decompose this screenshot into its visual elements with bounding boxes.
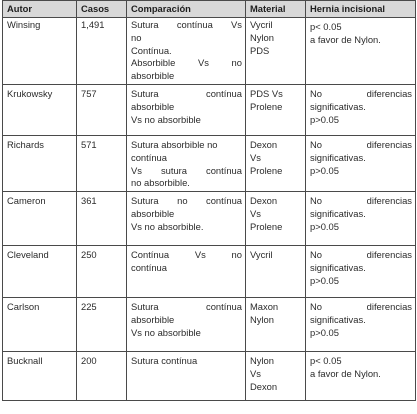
hernia-line: No diferencias bbox=[310, 138, 412, 150]
header-material: Material bbox=[246, 1, 306, 18]
table-row bbox=[3, 18, 416, 85]
comparacion-line: Sutura contínua bbox=[131, 355, 198, 367]
comparacion-line: absorbible bbox=[131, 70, 175, 82]
cell-autor: Richards bbox=[3, 135, 77, 191]
material-line: Dexon bbox=[250, 380, 278, 392]
header-row bbox=[3, 1, 416, 18]
material-line: Dexon bbox=[250, 138, 278, 150]
cell-autor: Carlson bbox=[3, 298, 77, 352]
cell-hernia bbox=[306, 135, 416, 191]
material-line: PDS bbox=[250, 44, 270, 56]
material-line: Maxon bbox=[250, 301, 279, 313]
hernia-line: p>0.05 bbox=[310, 113, 339, 125]
hernia-line: p>0.05 bbox=[310, 326, 339, 338]
header-casos: Casos bbox=[77, 1, 127, 18]
comparacion-line: absorbible bbox=[131, 100, 175, 112]
hernia-line: significativas. bbox=[310, 313, 366, 325]
hernia-line: No diferencias bbox=[310, 195, 412, 207]
comparacion-line: Contínua. bbox=[131, 44, 172, 56]
cell-material bbox=[246, 84, 306, 135]
hernia-line: p< 0.05 bbox=[310, 355, 342, 367]
material-line: Vs bbox=[250, 207, 261, 219]
cell-material bbox=[246, 246, 306, 298]
table-row bbox=[3, 352, 416, 401]
hernia-line: significativas. bbox=[310, 100, 366, 112]
comparacion-line: Contínua Vs no bbox=[131, 249, 242, 261]
cell-casos: 361 bbox=[77, 192, 127, 246]
hernia-line: a favor de Nylon. bbox=[310, 367, 381, 379]
material-line: Vycril bbox=[250, 249, 273, 261]
hernia-line: significativas. bbox=[310, 151, 366, 163]
cell-hernia bbox=[306, 192, 416, 246]
hernia-line: p>0.05 bbox=[310, 274, 339, 286]
suture-comparison-table bbox=[2, 0, 416, 401]
cell-casos: 200 bbox=[77, 352, 127, 401]
cell-casos: 225 bbox=[77, 298, 127, 352]
header-hernia-incisional: Hernia incisional bbox=[306, 1, 416, 18]
material-line: Dexon bbox=[250, 195, 278, 207]
comparacion-line: no bbox=[131, 31, 142, 43]
cell-comparacion bbox=[127, 246, 246, 298]
table-row bbox=[3, 246, 416, 298]
material-line: Prolene bbox=[250, 220, 283, 232]
comparacion-line: Sutura contínua Vs bbox=[131, 19, 242, 30]
table-row bbox=[3, 84, 416, 135]
comparison-table-container bbox=[2, 0, 415, 410]
comparacion-line: Vs no absorbible. bbox=[131, 220, 204, 232]
comparacion-line: Absorbible Vs no bbox=[131, 57, 242, 69]
material-line: Vycril bbox=[250, 19, 273, 30]
cell-casos: 757 bbox=[77, 84, 127, 135]
cell-casos: 250 bbox=[77, 246, 127, 298]
header-autor: Autor bbox=[3, 1, 77, 18]
hernia-line: No diferencias bbox=[310, 87, 412, 99]
comparacion-line: Vs no absorbible bbox=[131, 113, 201, 125]
cell-material bbox=[246, 135, 306, 191]
comparacion-line: contínua bbox=[131, 261, 167, 273]
comparacion-line: Vs sutura contínua bbox=[131, 164, 242, 176]
material-line: Nylon bbox=[250, 31, 274, 43]
cell-hernia bbox=[306, 246, 416, 298]
material-line: Vs bbox=[250, 151, 261, 163]
comparacion-line: absorbible bbox=[131, 207, 175, 219]
comparacion-line: Sutura no contínua bbox=[131, 195, 242, 207]
cell-comparacion bbox=[127, 352, 246, 401]
material-line: Prolene bbox=[250, 100, 283, 112]
cell-material bbox=[246, 192, 306, 246]
comparacion-line: contínua bbox=[131, 151, 167, 163]
comparacion-line: no absorbible. bbox=[131, 177, 190, 189]
hernia-line: No diferencias bbox=[310, 301, 412, 313]
cell-autor: Winsing bbox=[3, 18, 77, 85]
hernia-line: a favor de Nylon. bbox=[310, 33, 381, 45]
material-line: Prolene bbox=[250, 164, 283, 176]
cell-comparacion bbox=[127, 135, 246, 191]
comparacion-line: Vs no absorbible bbox=[131, 326, 201, 338]
cell-comparacion bbox=[127, 298, 246, 352]
hernia-line: p>0.05 bbox=[310, 220, 339, 232]
material-line: Nylon bbox=[250, 355, 274, 367]
comparacion-line: Sutura absorbible no bbox=[131, 138, 218, 150]
cell-hernia bbox=[306, 84, 416, 135]
table-row bbox=[3, 135, 416, 191]
comparacion-line: Sutura contínua bbox=[131, 87, 242, 99]
material-line: Vs bbox=[250, 367, 261, 379]
cell-material bbox=[246, 352, 306, 401]
hernia-line: significativas. bbox=[310, 207, 366, 219]
cell-material bbox=[246, 298, 306, 352]
comparacion-line: absorbible bbox=[131, 313, 175, 325]
hernia-line: p< 0.05 bbox=[310, 21, 342, 32]
cell-autor: Cameron bbox=[3, 192, 77, 246]
hernia-line: significativas. bbox=[310, 261, 366, 273]
hernia-line: p>0.05 bbox=[310, 164, 339, 176]
cell-hernia bbox=[306, 298, 416, 352]
comparacion-line: Sutura contínua bbox=[131, 301, 242, 313]
cell-hernia bbox=[306, 18, 416, 85]
cell-comparacion bbox=[127, 84, 246, 135]
hernia-line: No diferencias bbox=[310, 249, 412, 261]
table-row bbox=[3, 192, 416, 246]
cell-hernia bbox=[306, 352, 416, 401]
cell-autor: Bucknall bbox=[3, 352, 77, 401]
cell-autor: Krukowsky bbox=[3, 84, 77, 135]
cell-casos: 1,491 bbox=[77, 18, 127, 85]
material-line: PDS Vs bbox=[250, 87, 283, 99]
header-comparacion: Comparación bbox=[127, 1, 246, 18]
cell-material bbox=[246, 18, 306, 85]
cell-casos: 571 bbox=[77, 135, 127, 191]
cell-comparacion bbox=[127, 192, 246, 246]
table-row bbox=[3, 298, 416, 352]
cell-comparacion bbox=[127, 18, 246, 85]
material-line: Nylon bbox=[250, 313, 274, 325]
cell-autor: Cleveland bbox=[3, 246, 77, 298]
